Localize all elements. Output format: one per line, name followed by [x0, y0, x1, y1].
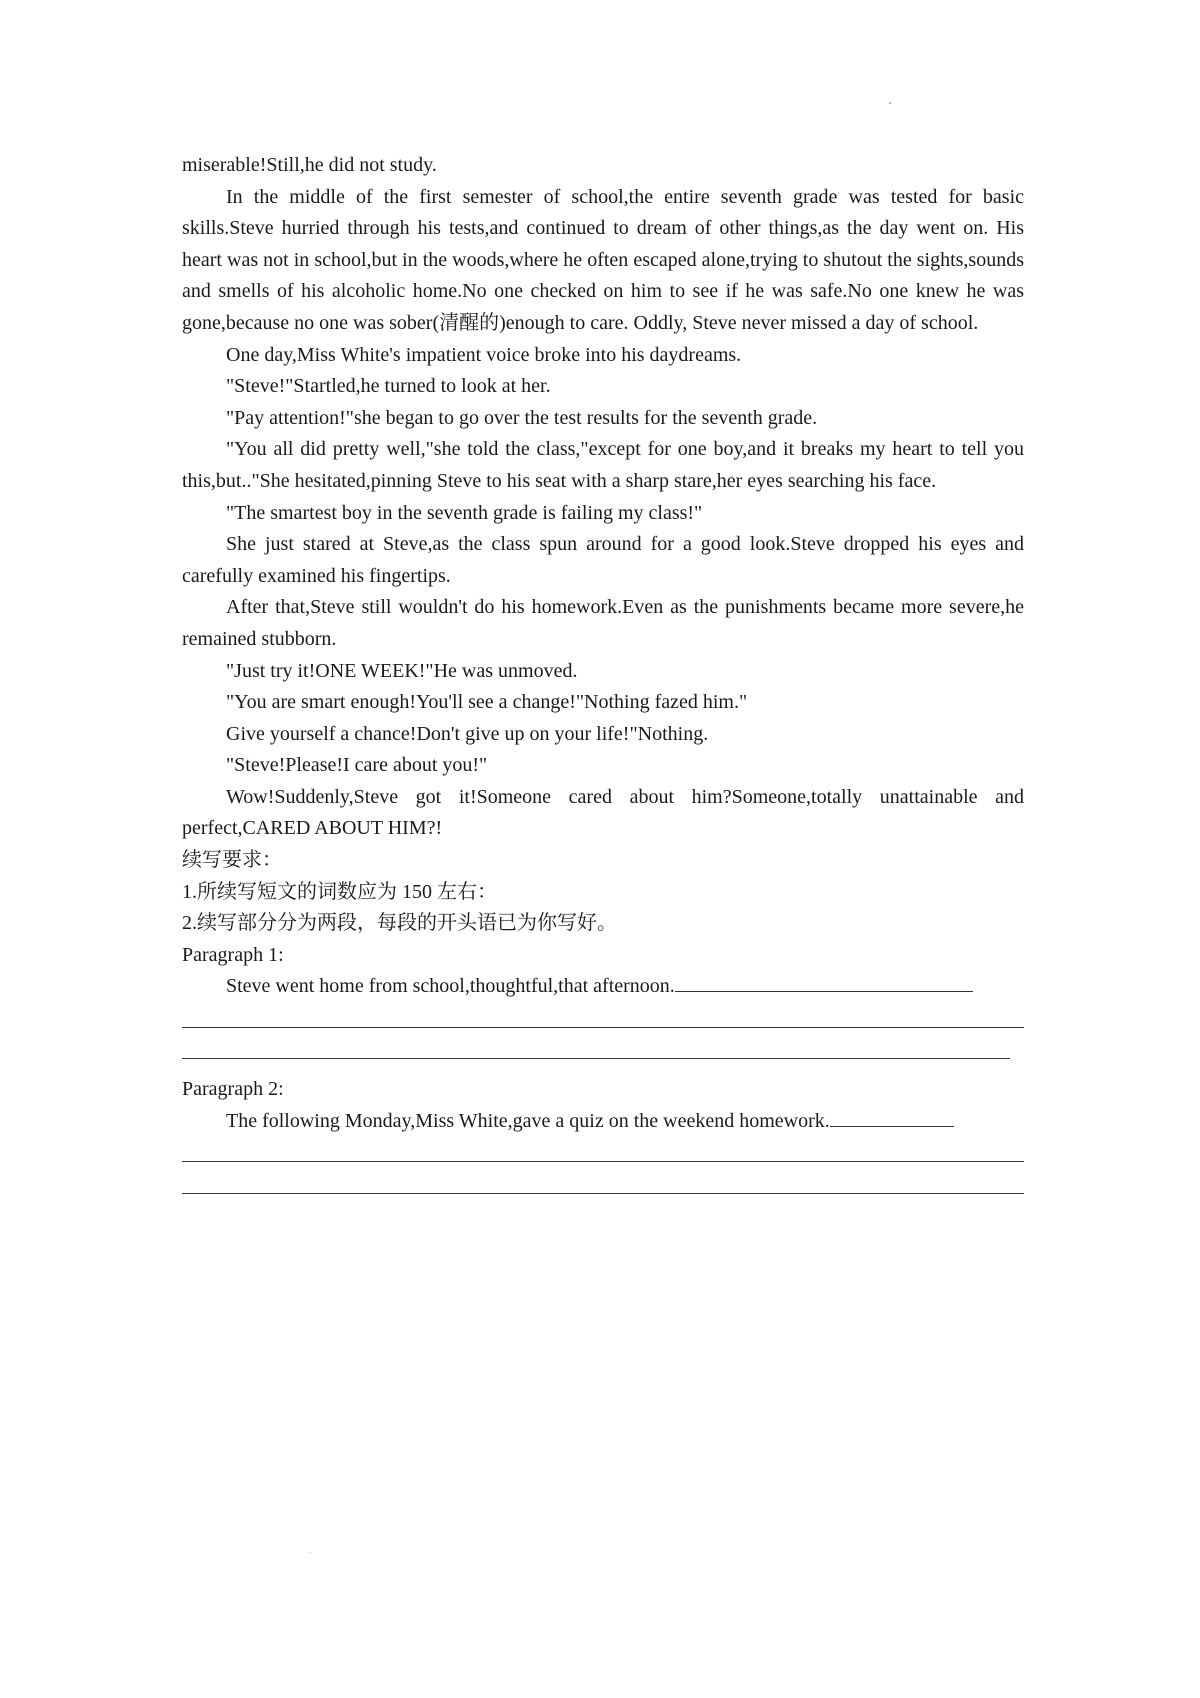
story-paragraph-13: Wow!Suddenly,Steve got it!Someone cared about him?Someone,totally unattainable and perfect,CARED ABOUT HIM?!: [182, 785, 1024, 840]
scan-speck-top: [889, 102, 891, 104]
paragraph-1-opening: Steve went home from school,thoughtful,that afternoon.: [226, 975, 675, 998]
story-paragraph-4: "Pay attention!"she began to go over the test results for the seventh grade.: [226, 406, 818, 429]
paragraph-2-opening: The following Monday,Miss White,gave a quiz on the weekend homework.: [226, 1109, 830, 1132]
paragraph-2-answer-blank[interactable]: [830, 1125, 954, 1127]
document-page: [182, 150, 1024, 1201]
paragraph-1-answer-blank[interactable]: [675, 990, 973, 992]
paragraph-1-answer-line-2[interactable]: [182, 1003, 1024, 1035]
story-paragraph-11: Give yourself a chance!Don't give up on your life!"Nothing.: [226, 722, 709, 745]
requirement-item-1: 1.所续写短文的词数应为 150 左右：: [182, 880, 497, 903]
story-paragraph-12: "Steve!Please!I care about you!": [226, 754, 488, 777]
story-paragraph-0: miserable!Still,he did not study.: [182, 154, 437, 176]
section-gap: [182, 1066, 1024, 1074]
scan-speck-bottom: [310, 1552, 311, 1553]
story-paragraph-8: After that,Steve still wouldn't do his homework.Even as the punishments became more severe,he remained stubborn.: [182, 596, 1024, 650]
requirements-heading: 续写要求：: [182, 849, 282, 872]
paragraph-2-label: Paragraph 2:: [182, 1078, 284, 1101]
story-paragraph-3: "Steve!"Startled,he turned to look at her.: [226, 375, 551, 398]
story-paragraph-2: One day,Miss White's impatient voice broke into his daydreams.: [226, 343, 742, 366]
requirement-item-2: 2.续写部分分为两段，每段的开头语已为你写好。: [182, 912, 617, 935]
paragraph-1-label: Paragraph 1:: [182, 943, 284, 966]
paragraph-1-answer-line-3[interactable]: [182, 1035, 1024, 1067]
paragraph-2-answer-line-3[interactable]: [182, 1169, 1024, 1201]
story-paragraph-7: She just stared at Steve,as the class spun around for a good look.Steve dropped his eyes and carefully examined his fingertips.: [182, 533, 1024, 587]
story-paragraph-10: "You are smart enough!You'll see a change!"Nothing fazed him.": [226, 691, 748, 714]
story-paragraph-6: "The smartest boy in the seventh grade is failing my class!": [226, 501, 703, 524]
story-paragraph-5: "You all did pretty well,"she told the class,"except for one boy,and it breaks my heart to tell you this,but.."She hesitated,pinning Steve to his seat with a sharp stare,her eyes searching his face.: [182, 438, 1024, 492]
paragraph-2-opening-line: [182, 1106, 1024, 1138]
story-paragraph-9: "Just try it!ONE WEEK!"He was unmoved.: [226, 659, 578, 682]
story-paragraph-1: In the middle of the first semester of school,the entire seventh grade was tested for basic skills.Steve hurried through his tests,and continued to dream of other things,as the day went on. His heart was not in school,but in the woods,where he often escaped alone,trying to shutout the sights,sounds and smells of his alcoholic home.No one checked on him to see if he was safe.No one knew he was gone,because no one was sober(清醒的)enough to care. Oddly, Steve never missed a day of school.: [182, 185, 1024, 334]
paragraph-1-opening-line: [182, 971, 1024, 1003]
paragraph-2-answer-line-2[interactable]: [182, 1137, 1024, 1169]
